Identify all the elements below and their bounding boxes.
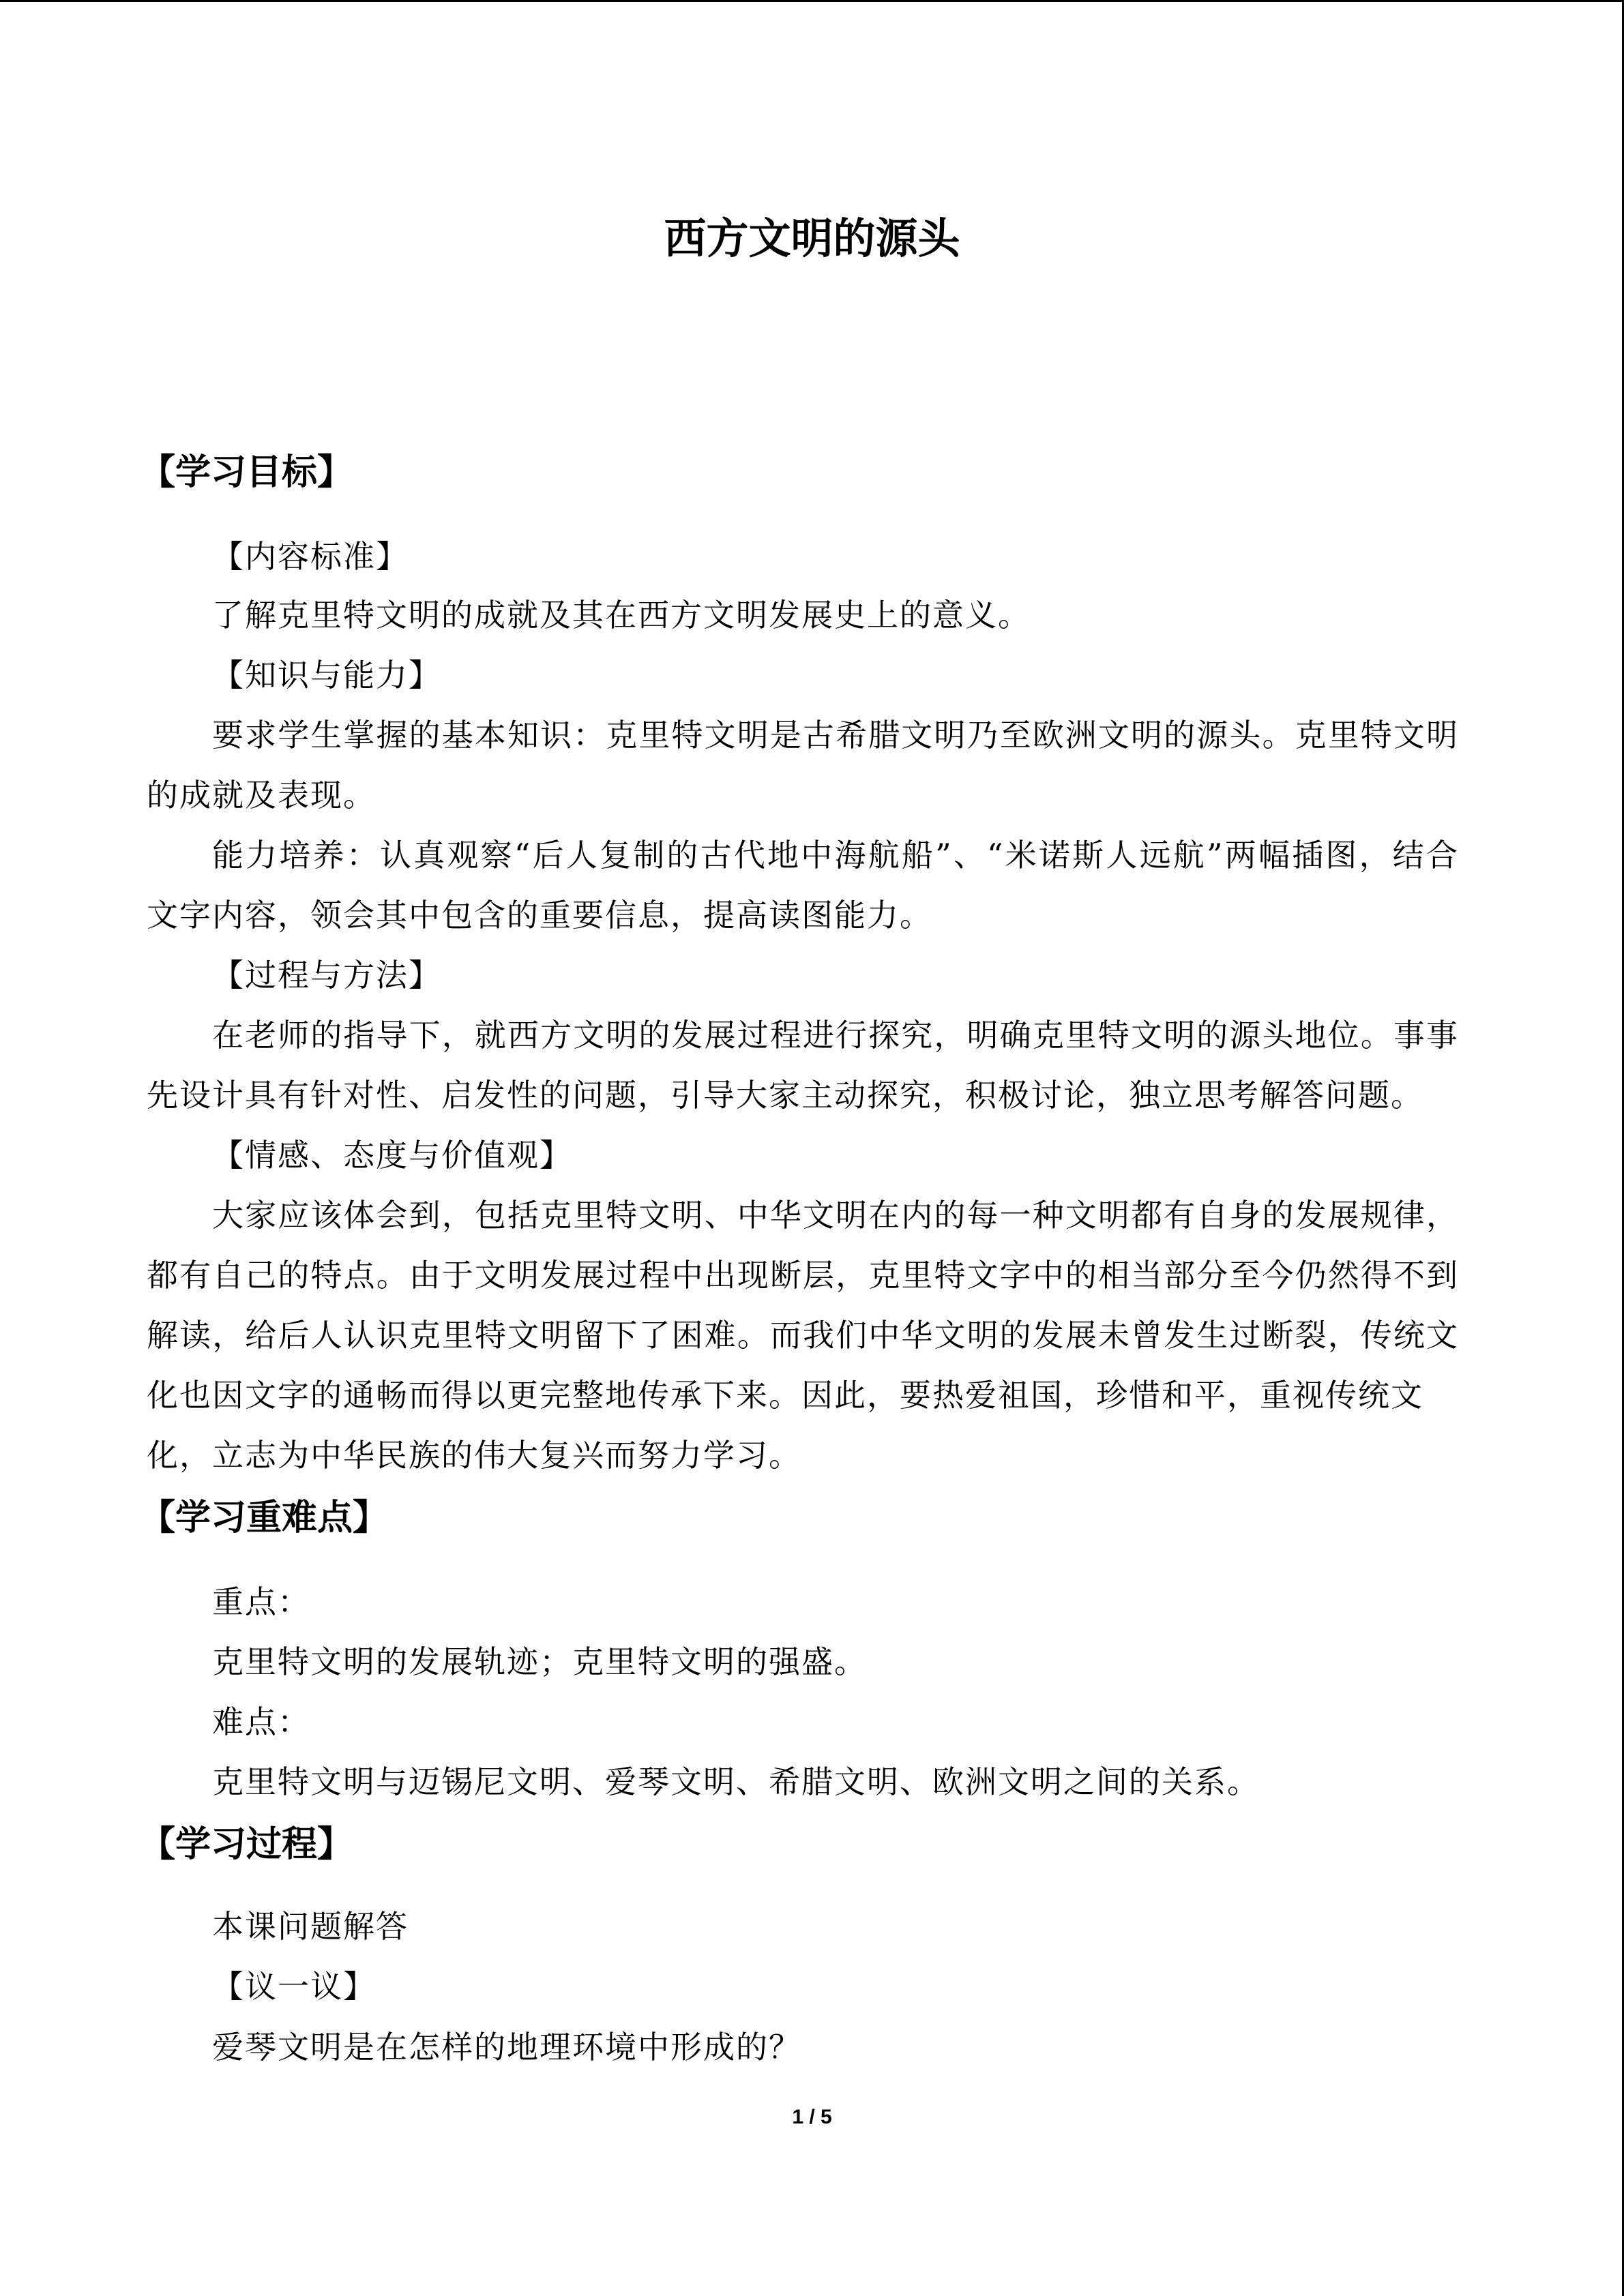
paragraph-line: 文字内容，领会其中包含的重要信息，提高读图能力。 <box>147 897 932 934</box>
section-heading-key-points: 【学习重难点】 <box>140 1497 389 1538</box>
discuss-label: 【议一议】 <box>212 1968 376 2005</box>
section-heading-learning-process: 【学习过程】 <box>140 1823 353 1865</box>
paragraph-line: 化，立志为中华民族的伟大复兴而努力学习。 <box>147 1437 801 1474</box>
section-heading-learning-goals: 【学习目标】 <box>140 451 353 493</box>
subsection-label-emotion-values: 【情感、态度与价值观】 <box>212 1137 572 1174</box>
paragraph-line: 了解克里特文明的成就及其在西方文明发展史上的意义。 <box>212 597 1031 633</box>
paragraph-line: 大家应该体会到，包括克里特文明、中华文明在内的每一种文明都有自身的发展规律， <box>212 1197 1458 1234</box>
subsection-label-knowledge-ability: 【知识与能力】 <box>212 657 441 694</box>
paragraph-line: 化也因文字的通畅而得以更完整地传承下来。因此，要热爱祖国，珍惜和平，重视传统文 <box>147 1377 1423 1414</box>
paragraph-line: 解读，给后人认识克里特文明留下了困难。而我们中华文明的发展未曾发生过断裂，传统文 <box>147 1317 1458 1354</box>
paragraph-line: 能力培养：认真观察“后人复制的古代地中海航船”、“米诺斯人远航”两幅插图，结合 <box>212 837 1458 874</box>
paragraph-line: 都有自己的特点。由于文明发展过程中出现断层，克里特文字中的相当部分至今仍然得不到 <box>147 1257 1458 1294</box>
page-number: 1 / 5 <box>792 2106 832 2128</box>
difficult-point-text: 克里特文明与迈锡尼文明、爱琴文明、希腊文明、欧洲文明之间的关系。 <box>212 1763 1260 1800</box>
process-intro: 本课问题解答 <box>212 1908 409 1945</box>
paragraph-line: 要求学生掌握的基本知识：克里特文明是古希腊文明乃至欧洲文明的源头。克里特文明 <box>212 717 1458 754</box>
paragraph-line: 先设计具有针对性、启发性的问题，引导大家主动探究，积极讨论，独立思考解答问题。 <box>147 1077 1423 1114</box>
subsection-label-content-standard: 【内容标准】 <box>212 538 409 575</box>
paragraph-line: 在老师的指导下，就西方文明的发展过程进行探究，明确克里特文明的源头地位。事事 <box>212 1017 1458 1054</box>
difficult-point-label: 难点： <box>212 1703 310 1740</box>
subsection-label-process-method: 【过程与方法】 <box>212 957 441 994</box>
discuss-question: 爱琴文明是在怎样的地理环境中形成的？ <box>212 2029 801 2066</box>
document-title: 西方文明的源头 <box>664 213 960 263</box>
key-point-text: 克里特文明的发展轨迹；克里特文明的强盛。 <box>212 1643 867 1680</box>
key-point-label: 重点： <box>212 1583 310 1620</box>
paragraph-line: 的成就及表现。 <box>147 777 376 814</box>
